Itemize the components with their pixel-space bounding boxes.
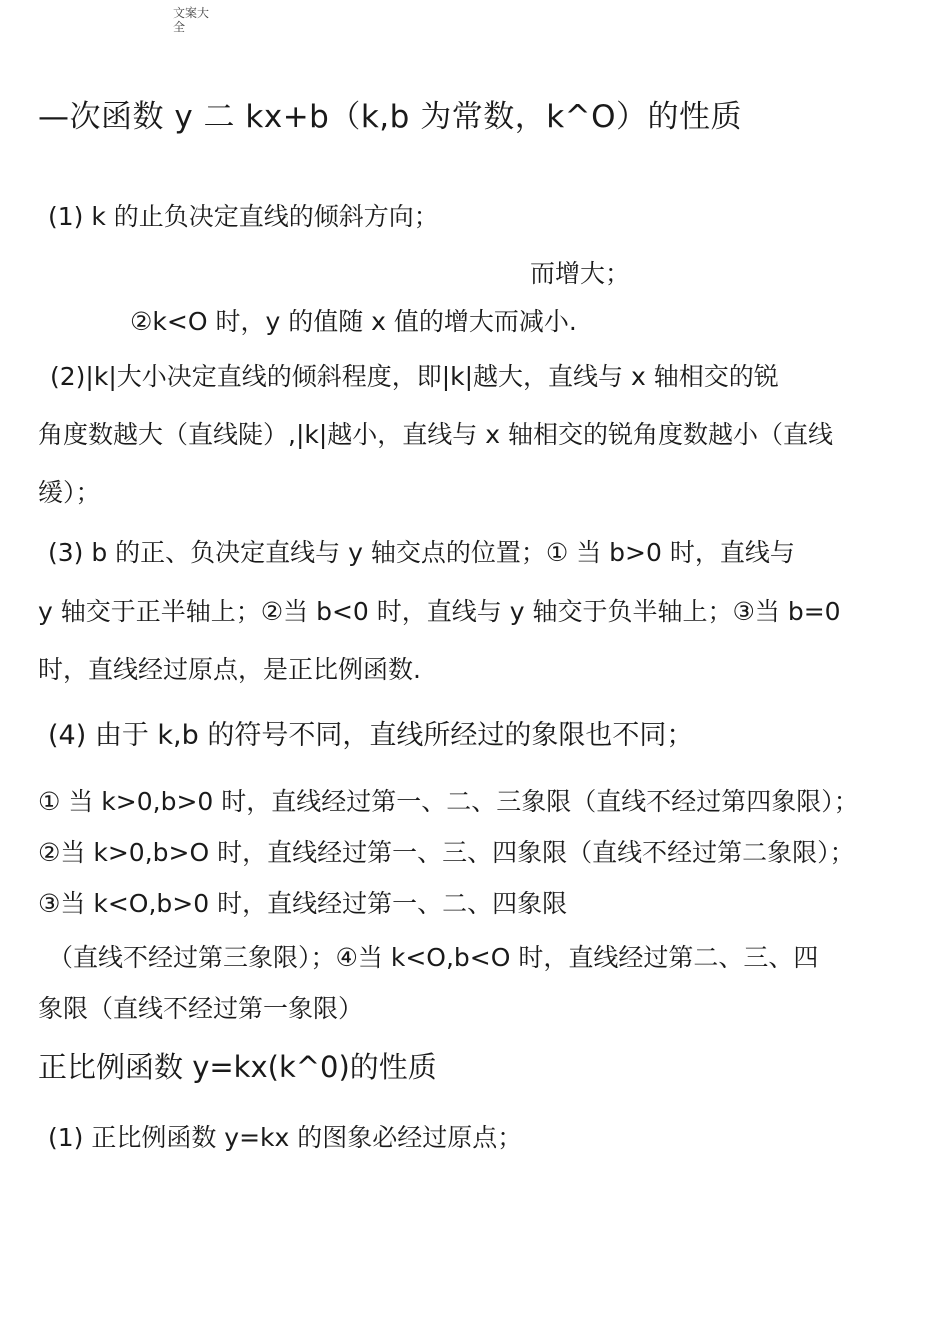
item-1-fragment: 而增大； (530, 259, 631, 288)
section-title-linear-function: —次函数 y 二 kx+b（k,b 为常数，k^O）的性质 (38, 99, 743, 135)
item-2-line-2: 角度数越大（直线陡）,|k|越小，直线与 x 轴相交的锐角度数越小（直线 (38, 420, 833, 449)
item-3-line-2: y 轴交于正半轴上；②当 b<0 时，直线与 y 轴交于负半轴上；③当 b=0 (38, 597, 841, 626)
item-1-sub-2: ②k<O 时，y 的值随 x 值的增大而减小. (130, 307, 577, 336)
case-3: ③当 k<O,b>0 时，直线经过第一、二、四象限 (38, 889, 568, 918)
item-1-slope-direction: (1) k 的止负决定直线的倾斜方向； (48, 202, 439, 231)
header-watermark: 文案大全 (173, 6, 210, 34)
item-2-line-3: 缓）； (38, 478, 101, 507)
section-title-proportional-function: 正比例函数 y=kx(k^0)的性质 (38, 1050, 437, 1084)
item-3-line-3: 时，直线经过原点，是正比例函数. (38, 655, 421, 684)
case-1: ① 当 k>0,b>0 时，直线经过第一、二、三象限（直线不经过第四象限）； (38, 787, 859, 816)
case-3-continued: （直线不经过第三象限）；④当 k<O,b<O 时，直线经过第二、三、四 (48, 943, 819, 972)
case-2: ②当 k>0,b>O 时，直线经过第一、三、四象限（直线不经过第二象限）； (38, 838, 855, 867)
item-2-line-1: (2)|k|大小决定直线的倾斜程度，即|k|越大，直线与 x 轴相交的锐 (50, 362, 779, 391)
case-4-continued: 象限（直线不经过第一象限） (38, 994, 364, 1023)
item-4-quadrants: (4) 由于 k,b 的符号不同，直线所经过的象限也不同； (48, 720, 694, 751)
item-3-line-1: (3) b 的正、负决定直线与 y 轴交点的位置；① 当 b>0 时，直线与 (48, 538, 795, 567)
proportional-item-1: (1) 正比例函数 y=kx 的图象必经过原点； (48, 1123, 523, 1152)
